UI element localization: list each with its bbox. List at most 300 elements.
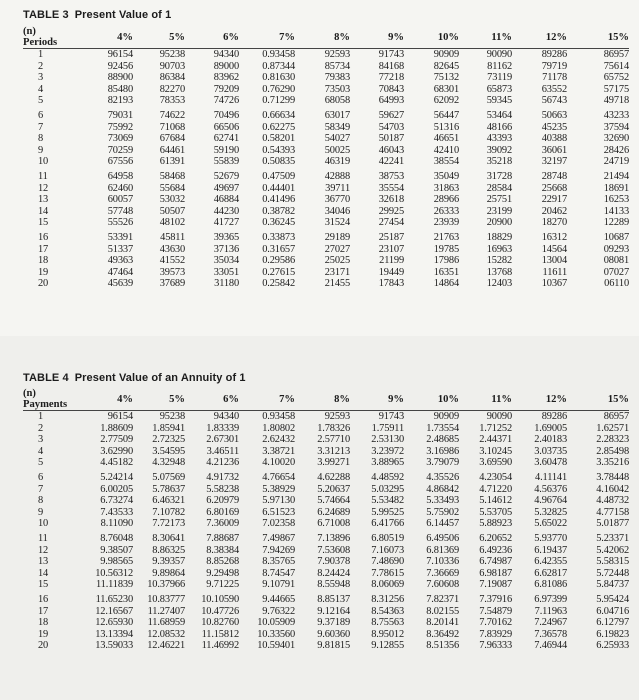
- value-cell: 8.51356: [426, 640, 459, 652]
- value-cell: 50025: [324, 144, 350, 156]
- value-cell: 9.60360: [317, 628, 350, 640]
- value-cell: 0.31657: [262, 243, 295, 255]
- value-cell: 6.62817: [534, 567, 567, 579]
- table-row: [23, 156, 629, 168]
- value-cell: 0.33873: [262, 231, 295, 243]
- table-row: [23, 244, 629, 256]
- value-cell: 94340: [213, 411, 239, 422]
- value-cell: 92456: [107, 60, 133, 72]
- value-cell: 63017: [324, 109, 350, 121]
- value-cell: 5.84737: [596, 579, 629, 591]
- value-cell: 4.76654: [262, 471, 295, 483]
- table-row: [23, 168, 629, 183]
- value-cell: 92593: [324, 411, 350, 422]
- value-cell: 27027: [324, 243, 350, 255]
- value-cell: 5.58238: [206, 483, 239, 495]
- value-cell: 79719: [541, 60, 567, 72]
- value-cell: 5.20637: [317, 483, 350, 495]
- value-cell: 3.03735: [534, 445, 567, 457]
- value-cell: 23199: [486, 205, 512, 217]
- present-value-table: [23, 26, 629, 290]
- value-cell: 55526: [107, 217, 133, 229]
- value-cell: 14864: [433, 278, 459, 290]
- value-cell: 73503: [324, 83, 350, 95]
- value-cell: 5.72448: [596, 567, 629, 579]
- rate-header: 7%: [239, 388, 295, 411]
- value-cell: 10.33560: [257, 628, 295, 640]
- value-cell: 6.19437: [534, 544, 567, 556]
- table-row: [23, 457, 629, 469]
- value-cell: 0.25842: [262, 278, 295, 290]
- value-cell: 3.88965: [371, 457, 404, 469]
- period-cell: 19: [38, 266, 49, 278]
- value-cell: 90090: [486, 411, 512, 422]
- value-cell: 17843: [378, 278, 404, 290]
- value-cell: 58349: [324, 121, 350, 133]
- value-cell: 5.58315: [596, 556, 629, 568]
- period-cell: 6: [38, 109, 44, 121]
- value-cell: 6.20652: [479, 532, 512, 544]
- value-cell: 75614: [603, 60, 629, 72]
- rate-header: 8%: [295, 388, 350, 411]
- value-cell: 8.35765: [262, 556, 295, 568]
- value-cell: 2.28323: [596, 434, 629, 446]
- value-cell: 10367: [541, 278, 567, 290]
- period-cell: 18: [38, 255, 49, 267]
- value-cell: 8.85268: [206, 556, 239, 568]
- value-cell: 82193: [107, 95, 133, 107]
- value-cell: 65752: [603, 72, 629, 84]
- value-cell: 59345: [486, 95, 512, 107]
- table-row: [23, 122, 629, 134]
- value-cell: 6.41766: [371, 518, 404, 530]
- value-cell: 91743: [378, 411, 404, 422]
- value-cell: 10.83777: [147, 593, 185, 605]
- table-row: [23, 206, 629, 218]
- value-cell: 4.21236: [206, 457, 239, 469]
- period-cell: 15: [38, 217, 49, 229]
- value-cell: 7.36669: [426, 567, 459, 579]
- value-cell: 0.87344: [262, 60, 295, 72]
- value-cell: 21199: [379, 255, 404, 267]
- value-cell: 18691: [603, 182, 629, 194]
- value-cell: 6.71008: [317, 518, 350, 530]
- value-cell: 86957: [603, 411, 629, 422]
- table-row: [23, 84, 629, 96]
- value-cell: 65873: [486, 83, 512, 95]
- value-cell: 32197: [541, 156, 567, 168]
- table-row: [23, 217, 629, 229]
- value-cell: 14564: [541, 243, 567, 255]
- table-row: [23, 423, 629, 435]
- value-cell: 27454: [378, 217, 404, 229]
- value-cell: 0.44401: [262, 182, 295, 194]
- period-column-header: [23, 388, 81, 411]
- value-cell: 12.16567: [95, 605, 133, 617]
- value-cell: 3.60478: [534, 457, 567, 469]
- value-cell: 10687: [603, 231, 629, 243]
- value-cell: 3.10245: [479, 445, 512, 457]
- value-cell: 1.80802: [262, 422, 295, 434]
- value-cell: 19785: [433, 243, 459, 255]
- value-cell: 7.10336: [426, 556, 459, 568]
- value-cell: 5.78637: [152, 483, 185, 495]
- value-cell: 22917: [541, 194, 567, 206]
- value-cell: 6.46321: [152, 495, 185, 507]
- value-cell: 29925: [378, 205, 404, 217]
- value-cell: 4.62288: [317, 471, 350, 483]
- value-cell: 7.78615: [371, 567, 404, 579]
- value-cell: 85480: [107, 83, 133, 95]
- period-cell: 11: [38, 532, 48, 544]
- value-cell: 2.67301: [206, 434, 239, 446]
- table-row: [23, 229, 629, 244]
- value-cell: 43393: [486, 133, 512, 145]
- value-cell: 50663: [541, 109, 567, 121]
- value-cell: 6.04716: [596, 605, 629, 617]
- value-cell: 88900: [107, 72, 133, 84]
- value-cell: 7.83929: [479, 628, 512, 640]
- value-cell: 79031: [107, 109, 133, 121]
- value-cell: 4.56376: [534, 483, 567, 495]
- value-cell: 6.81369: [426, 544, 459, 556]
- period-cell: 14: [38, 205, 49, 217]
- value-cell: 67684: [159, 133, 185, 145]
- value-cell: 8.06069: [371, 579, 404, 591]
- value-cell: 2.48685: [426, 434, 459, 446]
- value-cell: 11.27407: [147, 605, 185, 617]
- value-cell: 67556: [107, 156, 133, 168]
- value-cell: 89000: [213, 60, 239, 72]
- value-cell: 5.03295: [371, 483, 404, 495]
- period-cell: 1: [38, 411, 44, 422]
- value-cell: 25751: [486, 194, 512, 206]
- table-row: [23, 194, 629, 206]
- value-cell: 6.19823: [596, 628, 629, 640]
- value-cell: 5.93770: [534, 532, 567, 544]
- value-cell: 20900: [486, 217, 512, 229]
- value-cell: 7.46944: [534, 640, 567, 652]
- value-cell: 75132: [433, 72, 459, 84]
- value-cell: 23107: [378, 243, 404, 255]
- value-cell: 0.93458: [262, 49, 295, 60]
- value-cell: 8.30641: [152, 532, 185, 544]
- value-cell: 9.39357: [152, 556, 185, 568]
- value-cell: 7.90378: [317, 556, 350, 568]
- value-cell: 3.54595: [152, 445, 185, 457]
- value-cell: 12289: [603, 217, 629, 229]
- value-cell: 45235: [541, 121, 567, 133]
- period-cell: 7: [38, 483, 44, 495]
- n-label: (n): [23, 26, 36, 37]
- value-cell: 1.75911: [371, 422, 404, 434]
- value-cell: 7.72173: [152, 518, 185, 530]
- value-cell: 6.00205: [100, 483, 133, 495]
- value-cell: 35034: [213, 255, 239, 267]
- table-row: [23, 469, 629, 484]
- value-cell: 7.37916: [479, 593, 512, 605]
- value-cell: 0.71299: [262, 95, 295, 107]
- period-cell: 2: [38, 422, 44, 434]
- value-cell: 4.23054: [479, 471, 512, 483]
- value-cell: 39365: [213, 231, 239, 243]
- value-cell: 6.42355: [534, 556, 567, 568]
- value-cell: 18270: [541, 217, 567, 229]
- value-cell: 5.97130: [262, 495, 295, 507]
- value-cell: 6.74987: [479, 556, 512, 568]
- value-cell: 12.08532: [147, 628, 185, 640]
- rate-header: 15%: [567, 26, 629, 49]
- period-cell: 6: [38, 471, 44, 483]
- value-cell: 38753: [378, 170, 404, 182]
- rate-header: 8%: [295, 26, 350, 49]
- value-cell: 74726: [213, 95, 239, 107]
- value-cell: 5.53482: [371, 495, 404, 507]
- value-cell: 5.42062: [596, 544, 629, 556]
- header-row: [23, 26, 629, 49]
- value-cell: 13.13394: [95, 628, 133, 640]
- value-cell: 9.38507: [100, 544, 133, 556]
- value-cell: 11.46992: [201, 640, 239, 652]
- value-cell: 28584: [486, 182, 512, 194]
- period-cell: 1: [38, 49, 44, 60]
- value-cell: 53464: [486, 109, 512, 121]
- value-cell: 64461: [159, 144, 185, 156]
- value-cell: 3.62990: [100, 445, 133, 457]
- value-cell: 90909: [433, 49, 459, 60]
- table-row: [23, 183, 629, 195]
- value-cell: 28966: [433, 194, 459, 206]
- value-cell: 89286: [541, 411, 567, 422]
- table-row: [23, 518, 629, 530]
- value-cell: 82270: [159, 83, 185, 95]
- value-cell: 11.65230: [95, 593, 133, 605]
- value-cell: 54703: [378, 121, 404, 133]
- value-cell: 9.10791: [262, 579, 295, 591]
- value-cell: 4.48592: [371, 471, 404, 483]
- value-cell: 44230: [213, 205, 239, 217]
- value-cell: 7.43533: [100, 506, 133, 518]
- value-cell: 6.80519: [371, 532, 404, 544]
- value-cell: 8.54363: [371, 605, 404, 617]
- value-cell: 46043: [378, 144, 404, 156]
- rate-header: 4%: [81, 388, 133, 411]
- periods-label: Payments: [23, 399, 68, 410]
- table-row: [23, 507, 629, 519]
- value-cell: 5.74664: [317, 495, 350, 507]
- value-cell: 62092: [433, 95, 459, 107]
- value-cell: 8.76048: [100, 532, 133, 544]
- value-cell: 8.86325: [152, 544, 185, 556]
- value-cell: 8.85137: [317, 593, 350, 605]
- period-cell: 17: [38, 605, 49, 617]
- value-cell: 25668: [541, 182, 567, 194]
- rate-header: 9%: [350, 26, 404, 49]
- value-cell: 7.60608: [426, 579, 459, 591]
- value-cell: 32618: [378, 194, 404, 206]
- value-cell: 3.69590: [479, 457, 512, 469]
- period-cell: 5: [38, 457, 44, 469]
- value-cell: 33051: [213, 266, 239, 278]
- period-cell: 10: [38, 156, 49, 168]
- value-cell: 94340: [213, 49, 239, 60]
- period-cell: 12: [38, 182, 49, 194]
- value-cell: 7.36009: [206, 518, 239, 530]
- value-cell: 6.12797: [596, 617, 629, 629]
- value-cell: 10.10590: [201, 593, 239, 605]
- value-cell: 49718: [603, 95, 629, 107]
- value-cell: 49697: [213, 182, 239, 194]
- value-cell: 7.53608: [317, 544, 350, 556]
- value-cell: 6.51523: [262, 506, 295, 518]
- value-cell: 34046: [324, 205, 350, 217]
- value-cell: 1.85941: [152, 422, 185, 434]
- value-cell: 47464: [107, 266, 133, 278]
- value-cell: 9.89864: [152, 567, 185, 579]
- value-cell: 41552: [159, 255, 185, 267]
- table-row: [23, 107, 629, 122]
- header-row: [23, 388, 629, 411]
- table-row: [23, 72, 629, 84]
- value-cell: 8.74547: [262, 567, 295, 579]
- value-cell: 90703: [159, 60, 185, 72]
- value-cell: 31728: [486, 170, 512, 182]
- table-row: [23, 133, 629, 145]
- rate-header: 6%: [185, 388, 239, 411]
- period-cell: 9: [38, 144, 44, 156]
- period-cell: 5: [38, 95, 44, 107]
- value-cell: 85734: [324, 60, 350, 72]
- value-cell: 51337: [107, 243, 133, 255]
- value-cell: 7.10782: [152, 506, 185, 518]
- value-cell: 39573: [159, 266, 185, 278]
- value-cell: 6.20979: [206, 495, 239, 507]
- value-cell: 79209: [213, 83, 239, 95]
- value-cell: 48102: [159, 217, 185, 229]
- value-cell: 96154: [107, 411, 133, 422]
- period-cell: 7: [38, 121, 44, 133]
- value-cell: 59190: [213, 144, 239, 156]
- value-cell: 45811: [160, 231, 185, 243]
- value-cell: 16253: [603, 194, 629, 206]
- table-row: [23, 617, 629, 629]
- period-cell: 4: [38, 83, 44, 95]
- period-cell: 15: [38, 579, 49, 591]
- value-cell: 7.19087: [479, 579, 512, 591]
- period-cell: 4: [38, 445, 44, 457]
- value-cell: 73119: [487, 72, 512, 84]
- table-row: [23, 267, 629, 279]
- value-cell: 25025: [324, 255, 350, 267]
- value-cell: 74622: [159, 109, 185, 121]
- period-cell: 13: [38, 194, 49, 206]
- value-cell: 29189: [324, 231, 350, 243]
- value-cell: 5.75902: [426, 506, 459, 518]
- value-cell: 35218: [486, 156, 512, 168]
- value-cell: 7.82371: [426, 593, 459, 605]
- value-cell: 9.76322: [262, 605, 295, 617]
- value-cell: 95238: [159, 411, 185, 422]
- value-cell: 66506: [213, 121, 239, 133]
- value-cell: 2.53130: [371, 434, 404, 446]
- value-cell: 31524: [324, 217, 350, 229]
- value-cell: 70259: [107, 144, 133, 156]
- value-cell: 43630: [159, 243, 185, 255]
- value-cell: 48166: [486, 121, 512, 133]
- value-cell: 41727: [213, 217, 239, 229]
- value-cell: 7.24967: [534, 617, 567, 629]
- value-cell: 39092: [486, 144, 512, 156]
- value-cell: 68058: [324, 95, 350, 107]
- value-cell: 6.98187: [479, 567, 512, 579]
- value-cell: 08081: [603, 255, 629, 267]
- value-cell: 0.62275: [262, 121, 295, 133]
- period-cell: 12: [38, 544, 49, 556]
- table-row: [23, 556, 629, 568]
- value-cell: 5.95424: [596, 593, 629, 605]
- value-cell: 8.31256: [371, 593, 404, 605]
- value-cell: 2.62432: [262, 434, 295, 446]
- value-cell: 0.36245: [262, 217, 295, 229]
- rate-header: 12%: [512, 26, 567, 49]
- value-cell: 06110: [604, 278, 629, 290]
- value-cell: 86957: [603, 49, 629, 60]
- value-cell: 9.98565: [100, 556, 133, 568]
- value-cell: 7.48690: [371, 556, 404, 568]
- value-cell: 9.12855: [371, 640, 404, 652]
- period-cell: 20: [38, 640, 49, 652]
- value-cell: 89286: [541, 49, 567, 60]
- value-cell: 46319: [324, 156, 350, 168]
- period-cell: 13: [38, 556, 49, 568]
- value-cell: 8.36492: [426, 628, 459, 640]
- value-cell: 2.72325: [152, 434, 185, 446]
- value-cell: 10.05909: [257, 617, 295, 629]
- value-cell: 5.23371: [596, 532, 629, 544]
- value-cell: 73069: [107, 133, 133, 145]
- value-cell: 1.62571: [596, 422, 629, 434]
- value-cell: 62460: [107, 182, 133, 194]
- value-cell: 1.83339: [206, 422, 239, 434]
- value-cell: 9.12164: [317, 605, 350, 617]
- value-cell: 3.78448: [596, 471, 629, 483]
- rate-header: 12%: [512, 388, 567, 411]
- value-cell: 53032: [159, 194, 185, 206]
- value-cell: 5.24214: [100, 471, 133, 483]
- value-cell: 42241: [378, 156, 404, 168]
- rate-header: 5%: [133, 26, 185, 49]
- value-cell: 86384: [159, 72, 185, 84]
- n-label: (n): [23, 388, 36, 399]
- value-cell: 5.65022: [534, 518, 567, 530]
- value-cell: 4.48732: [596, 495, 629, 507]
- value-cell: 61391: [159, 156, 185, 168]
- value-cell: 57175: [603, 83, 629, 95]
- annuity-present-value-table: [23, 388, 629, 652]
- value-cell: 42888: [324, 170, 350, 182]
- period-cell: 11: [38, 170, 48, 182]
- value-cell: 60057: [107, 194, 133, 206]
- value-cell: 50507: [159, 205, 185, 217]
- table-row: [23, 411, 629, 423]
- value-cell: 0.58201: [262, 133, 295, 145]
- table4-title: [23, 372, 246, 384]
- value-cell: 37689: [159, 278, 185, 290]
- value-cell: 6.24689: [317, 506, 350, 518]
- value-cell: 3.46511: [206, 445, 239, 457]
- value-cell: 9.71225: [206, 579, 239, 591]
- period-cell: 18: [38, 617, 49, 629]
